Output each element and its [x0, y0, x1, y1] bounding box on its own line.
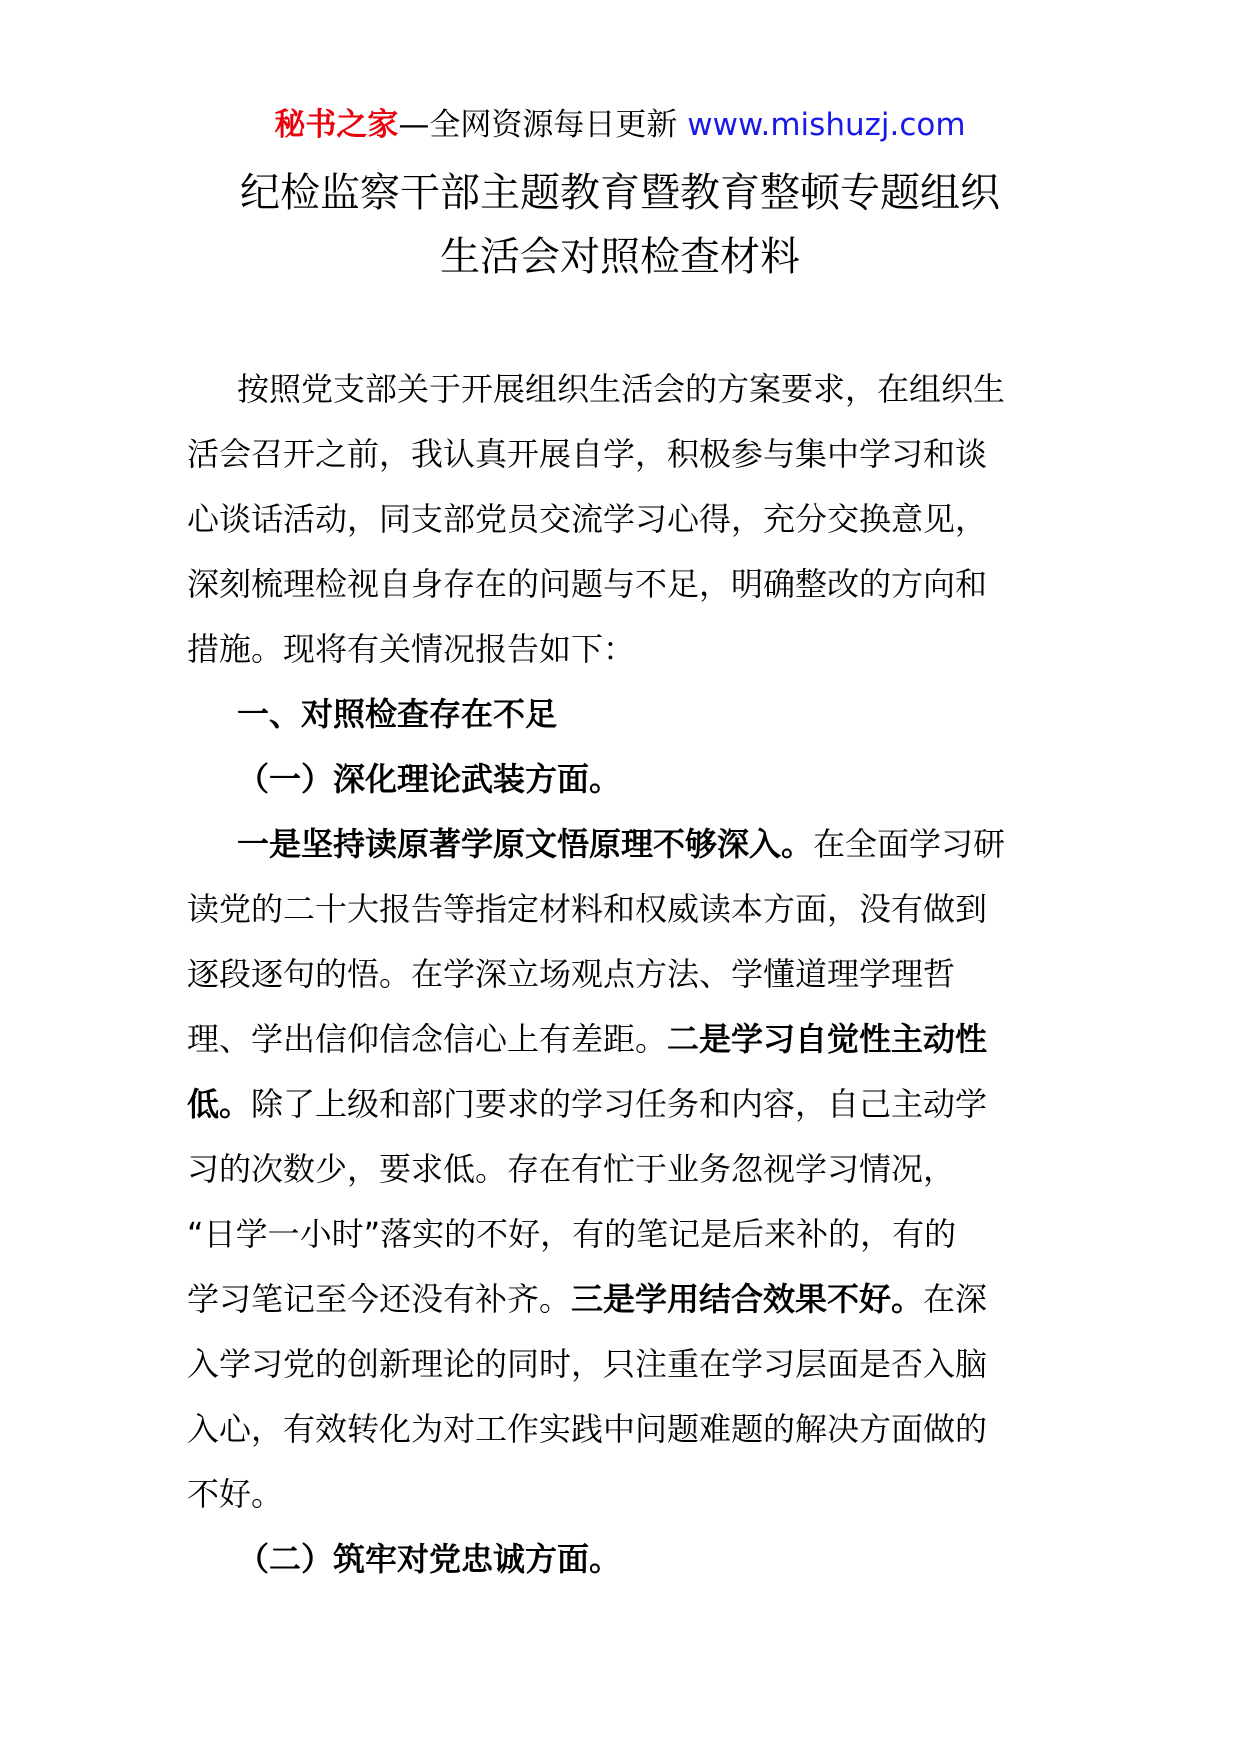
site-url: www.mishuzj.com: [687, 107, 966, 143]
section-heading: 一、对照检查存在不足: [237, 695, 558, 733]
site-header: [0, 100, 1240, 150]
point-three-heading: 三是学用结合效果不好。: [571, 1280, 924, 1318]
intro-line: 按照党支部关于开展组织生活会的方案要求，在组织生: [237, 370, 1006, 408]
paragraph-line: 入心，有效转化为对工作实践中问题难题的解决方面做的: [187, 1410, 988, 1448]
point-two-heading-end: 低。: [187, 1085, 252, 1123]
paragraph-line: [187, 1007, 1055, 1072]
paragraph-line: [187, 812, 1055, 877]
paragraph-text: 在全面学习研: [813, 825, 1006, 863]
paragraph-text: 理、学出信仰信念信心上有差距。: [187, 1020, 668, 1058]
subsection-heading: （一）深化理论武装方面。: [237, 760, 622, 798]
paragraph-text: 除了上级和部门要求的学习任务和内容，自己主动学: [251, 1085, 988, 1123]
intro-line: 措施。现将有关情况报告如下：: [187, 630, 636, 668]
document-body: [187, 357, 1055, 1592]
paragraph-line: 入学习党的创新理论的同时，只注重在学习层面是否入脑: [187, 1345, 988, 1383]
paragraph-line: “日学一小时”落实的不好，有的笔记是后来补的，有的: [187, 1215, 957, 1253]
paragraph-line: [187, 1072, 1055, 1137]
document-title-line-2: 生活会对照检查材料: [440, 234, 800, 280]
intro-line: 活会召开之前，我认真开展自学，积极参与集中学习和谈: [187, 435, 988, 473]
point-two-heading: 二是学习自觉性主动性: [667, 1020, 988, 1058]
subsection-heading: （二）筑牢对党忠诚方面。: [237, 1540, 622, 1578]
point-one-heading: 一是坚持读原著学原文悟原理不够深入。: [237, 825, 814, 863]
document-title-line-1: 纪检监察干部主题教育暨教育整顿专题组织: [240, 170, 1000, 216]
brand-name: 秘书之家: [274, 107, 399, 143]
paragraph-line: 不好。: [187, 1475, 284, 1513]
paragraph-line: 逐段逐句的悟。在学深立场观点方法、学懂道理学理哲: [187, 955, 956, 993]
intro-line: 深刻梳理检视自身存在的问题与不足，明确整改的方向和: [187, 565, 988, 603]
paragraph-text: 学习笔记至今还没有补齐。: [187, 1280, 572, 1318]
paragraph-line: 读党的二十大报告等指定材料和权威读本方面，没有做到: [187, 890, 988, 928]
paragraph-text: 在深: [923, 1280, 988, 1318]
paragraph-line: 习的次数少，要求低。存在有忙于业务忽视学习情况，: [187, 1150, 956, 1188]
header-tagline: —全网资源每日更新: [398, 107, 688, 143]
intro-line: 心谈话活动，同支部党员交流学习心得，充分交换意见，: [187, 500, 988, 538]
paragraph-line: [187, 1267, 1055, 1332]
